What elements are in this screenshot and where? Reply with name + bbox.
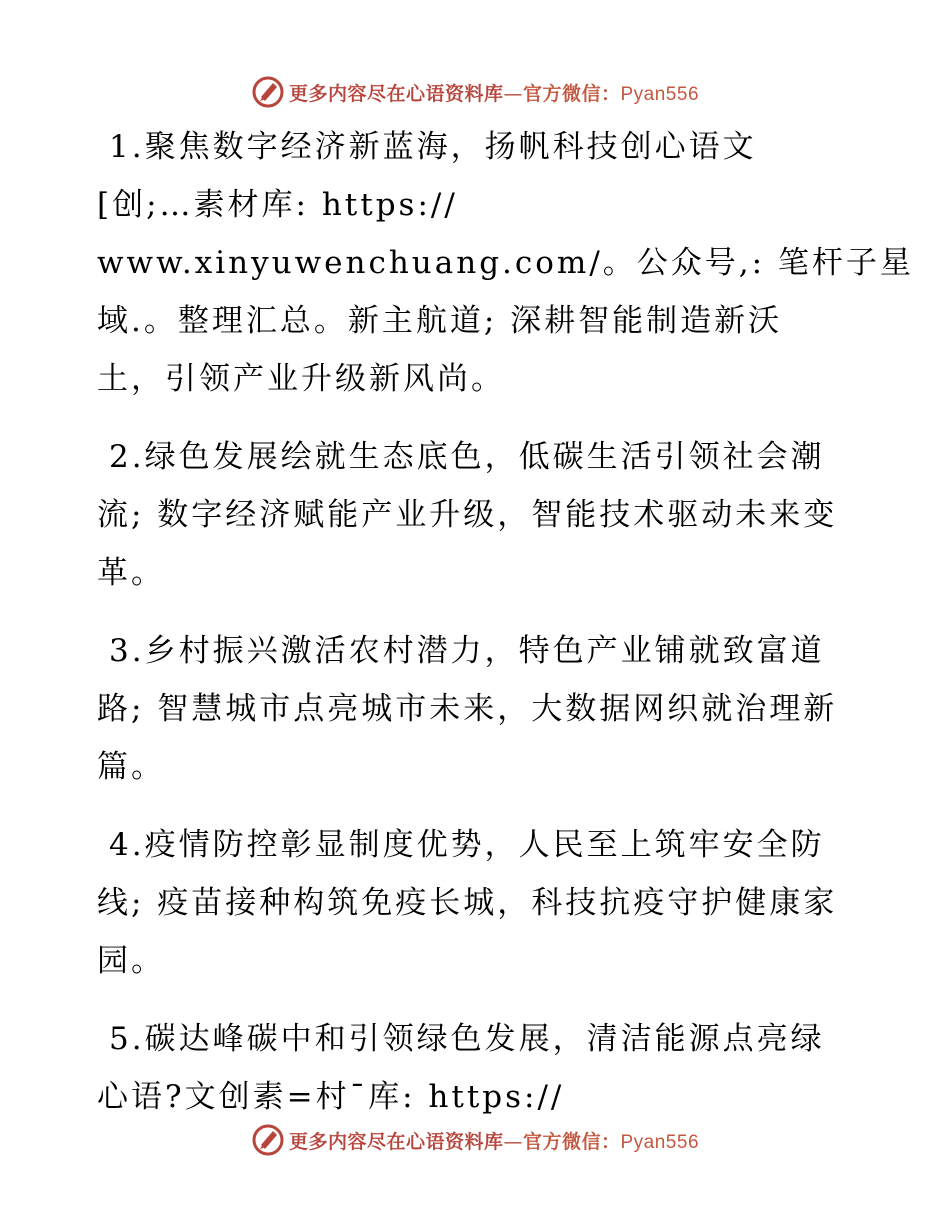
paragraph-4	[97, 816, 857, 990]
paragraph-1	[97, 118, 914, 408]
banner-text	[289, 1127, 699, 1154]
text-line: 心语?文创素=村¯库: https://	[97, 1079, 565, 1115]
banner-text	[289, 79, 699, 106]
text-line: 流; 数字经济赋能产业升级，智能技术驱动未来变	[97, 497, 838, 533]
brand-logo-icon	[251, 75, 285, 109]
banner-wechat-label: 官方微信：	[522, 82, 621, 105]
text-line: 3.乡村振兴激活农村潜力，特色产业铺就致富道	[109, 633, 825, 669]
banner-title: 更多内容尽在心语资料库	[288, 82, 504, 105]
text-line: 园。	[97, 943, 165, 979]
footer-banner	[0, 1120, 950, 1160]
text-line: 4.疫情防控彰显制度优势，人民至上筑牢安全防	[109, 827, 825, 863]
text-line: 篇。	[97, 749, 165, 785]
banner-wechat-label: 官方微信：	[522, 1130, 621, 1153]
text-line: [创;…素材库: https://	[97, 187, 458, 223]
text-line: 域.。整理汇总。新主航道; 深耕智能制造新沃	[97, 303, 783, 339]
banner-dash: —	[503, 82, 523, 105]
text-line: 路; 智慧城市点亮城市未来，大数据网织就治理新	[97, 691, 838, 727]
paragraph-5	[97, 1010, 857, 1126]
banner-title: 更多内容尽在心语资料库	[288, 1130, 504, 1153]
text-line: 1.聚焦数字经济新蓝海，扬帆科技创心语文	[109, 129, 757, 165]
banner-handle: Pyan556	[620, 1131, 700, 1153]
paragraph-2	[97, 428, 857, 602]
text-line: 5.碳达峰碳中和引领绿色发展，清洁能源点亮绿	[109, 1021, 825, 1057]
header-banner	[0, 72, 950, 112]
text-line: www.xinyuwenchuang.com/。公众号,: 笔杆子星	[97, 245, 914, 281]
banner-handle: Pyan556	[620, 83, 700, 105]
text-line: 2.绿色发展绘就生态底色，低碳生活引领社会潮	[109, 439, 825, 475]
text-line: 土，引领产业升级新风尚。	[97, 361, 505, 397]
text-line: 革。	[97, 555, 165, 591]
text-line: 线; 疫苗接种构筑免疫长城，科技抗疫守护健康家	[97, 885, 838, 921]
brand-logo-icon	[251, 1123, 285, 1157]
banner-dash: —	[503, 1130, 523, 1153]
document-body	[97, 118, 914, 1146]
paragraph-3	[97, 622, 857, 796]
